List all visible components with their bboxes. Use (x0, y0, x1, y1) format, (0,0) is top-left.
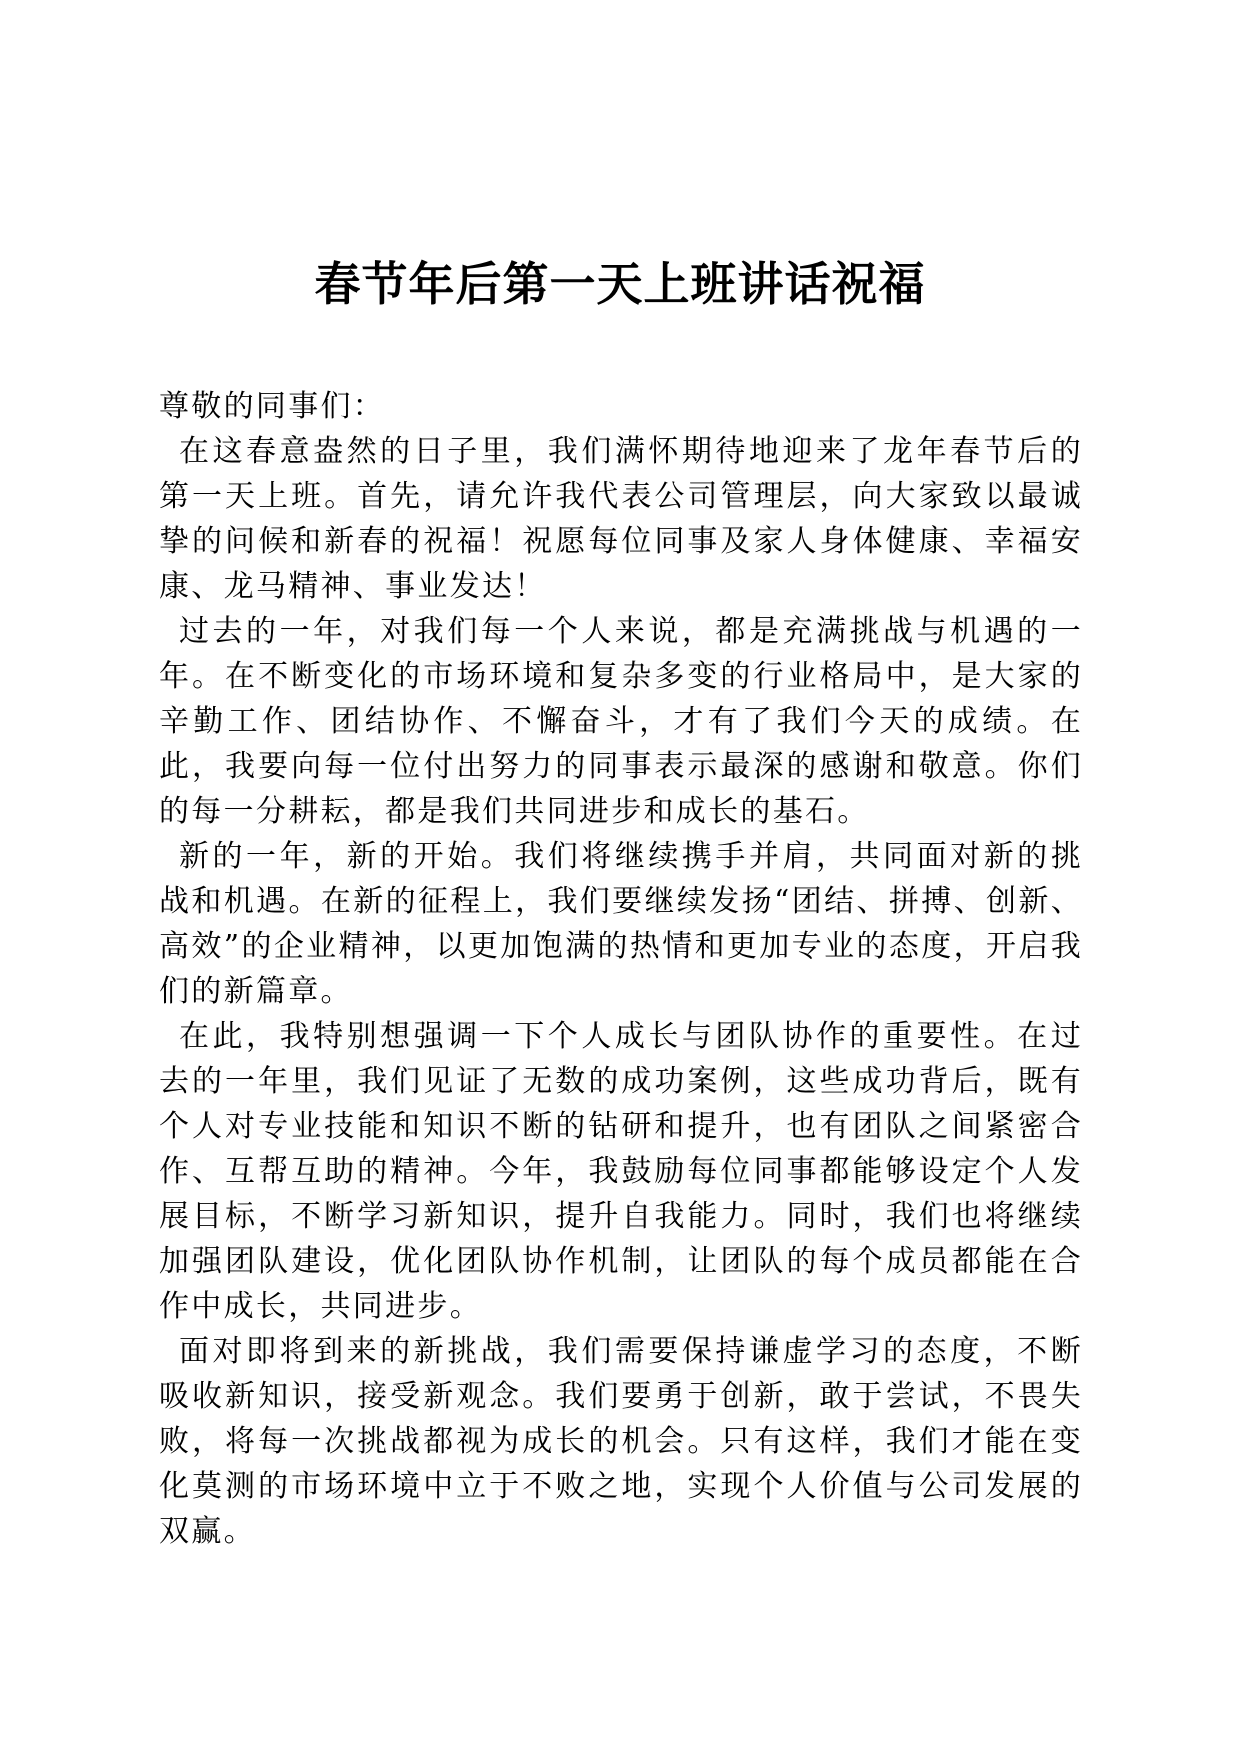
salutation: 尊敬的同事们： (159, 389, 386, 424)
paragraph-4: 在此，我特别想强调一下个人成长与团队协作的重要性。在过去的一年里，我们见证了无数的成功案例，这些成功背后，既有个人对专业技能和知识不断的钻研和提升，也有团队之间紧密合作、互帮互助的精神。今年，我鼓励每位同事都能够设定个人发展目标，不断学习新知识，提升自我能力。同时，我们也将继续加强团队建设，优化团队协作机制，让团队的每个成员都能在合作中成长，共同进步。 (159, 1019, 1083, 1324)
paragraph-5: 面对即将到来的新挑战，我们需要保持谦虚学习的态度，不断吸收新知识，接受新观念。我们要勇于创新，敢于尝试，不畏失败，将每一次挑战都视为成长的机会。只有这样，我们才能在变化莫测的市场环境中立于不败之地，实现个人价值与公司发展的双赢。 (159, 1334, 1083, 1549)
paragraph-1: 在这春意盎然的日子里，我们满怀期待地迎来了龙年春节后的第一天上班。首先，请允许我代表公司管理层，向大家致以最诚挚的问候和新春的祝福！祝愿每位同事及家人身体健康、幸福安康、龙马精神、事业发达！ (159, 434, 1083, 604)
paragraph-3: 新的一年，新的开始。我们将继续携手并肩，共同面对新的挑战和机遇。在新的征程上，我们要继续发扬“团结、拼搏、创新、高效”的企业精神，以更加饱满的热情和更加专业的态度，开启我们的新篇章。 (159, 839, 1083, 1009)
document-title: 春节年后第一天上班讲话祝福 (314, 257, 926, 311)
document-body (159, 384, 1083, 1554)
paragraph-2: 过去的一年，对我们每一个人来说，都是充满挑战与机遇的一年。在不断变化的市场环境和复杂多变的行业格局中，是大家的辛勤工作、团结协作、不懈奋斗，才有了我们今天的成绩。在此，我要向每一位付出努力的同事表示最深的感谢和敬意。你们的每一分耕耘，都是我们共同进步和成长的基石。 (159, 614, 1083, 829)
